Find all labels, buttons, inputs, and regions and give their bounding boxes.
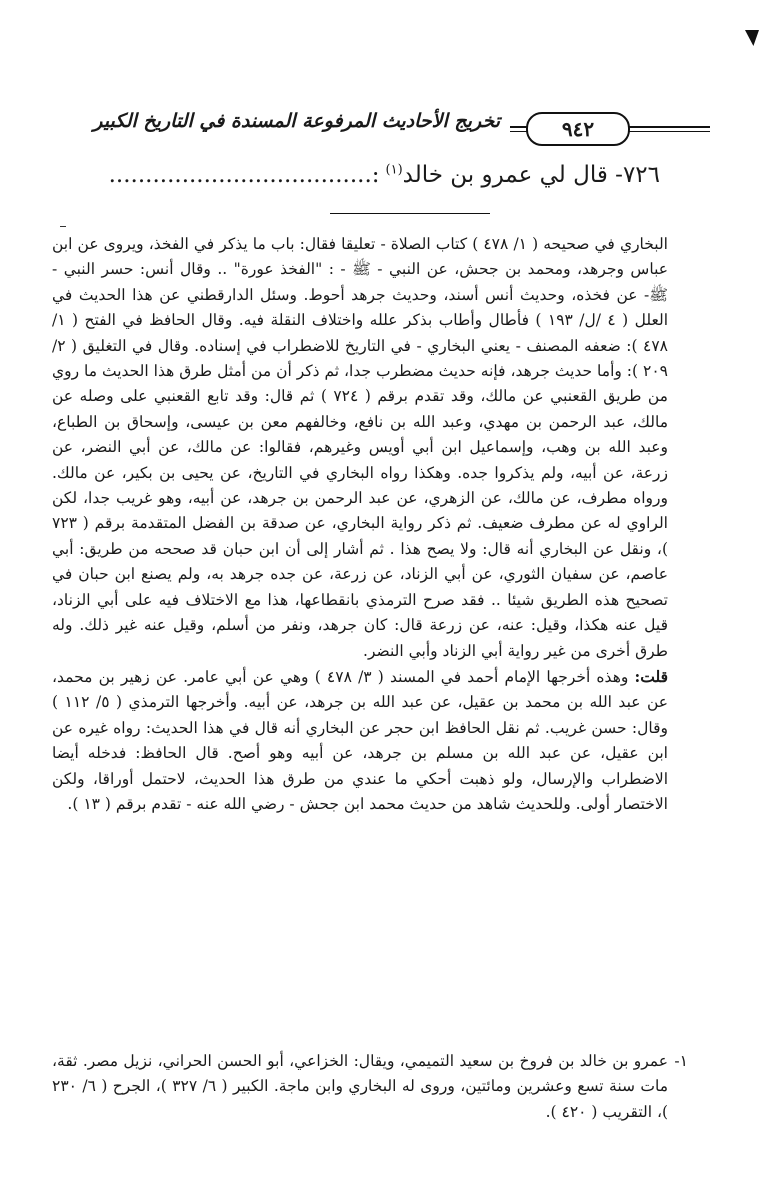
page-number-badge: ٩٤٢: [526, 112, 630, 146]
hadith-heading-text: ٧٢٦- قال لي عمرو بن خالد: [402, 162, 660, 188]
corner-triangle-mark: [745, 30, 759, 46]
margin-tick: [60, 226, 66, 227]
running-header: [90, 108, 710, 148]
commentary-paragraph-1: البخاري في صحيحه ( ١/ ٤٧٨ ) كتاب الصلاة - تعليقا فقال: باب ما يذكر في الفخذ، ويروى عن ابن عباس وجرهد، ومحمد بن جحش، عن النبي - ﷺ - : "الفخذ عورة" .. وقال أنس: حسر النبي - ﷺ- عن فخذه، وحديث أنس أسند، وحديث جرهد أحوط. وسئل الدارقطني عن هذا الحديث في العلل ( ٤ /ل/ ١٩٣ ) فأطال وأطاب بذكر علله واختلاف النقلة فيه. وقال الحافظ في الفتح ( ١/ ٤٧٨ ): ضعفه المصنف - يعني البخاري - في التاريخ للاضطراب في إسناده. وقال في التغليق ( ٢/ ٢٠٩ ): وأما حديث جرهد، فإنه حديث مضطرب جدا، ثم ذكر أن من أمثل طرق هذا الحديث ما روي من طريق القعنبي عن مالك، وقد تقدم برقم ( ٧٢٤ ) ثم قال: وقد تابع القعنبي على وصله عن مالك، عبد الرحمن بن مهدي، وعبد الله بن نافع، وخالفهم معن بن عيسى، وإسحاق بن الطباع، وعبد الله بن وهب، وإسماعيل ابن أبي أويس وغيرهم، فقالوا: عن مالك، عن أبي النضر، عن زرعة، عن أبيه، ولم يذكروا جده. وهكذا رواه البخاري في التاريخ، عن يحيى بن بكير، عن مالك. ورواه مطرف، عن مالك، عن الزهري، عن عبد الرحمن بن جرهد، عن أبيه، وهو غريب جدا، لكن الراوي له عن مطرف ضعيف. ثم ذكر رواية البخاري، عن صدقة بن الفضل المتقدمة برقم ( ٧٢٣ )، ونقل عن البخاري أنه قال: ولا يصح هذا . ثم أشار إلى أن ابن حبان قد صححه من طريق: أبي عاصم، عن سفيان الثوري، عن أبي الزناد، عن زرعة، عن جده جرهد به، ولم يصنع ابن حبان في تصحيح هذه الطريق شيئا .. فقد صرح الترمذي بانقطاعها، هذا مع الاختلاف فيه على أبي الزناد، قيل عنه هكذا، وقيل: عنه، عن زرعة قال: كان جرهد، ونفر من أسلم، وقيل عنه غير ذلك. وله طرق أخرى من غير رواية أبي الزناد وأبي النضر.: [52, 235, 669, 660]
commentary-paragraph-2-text: وهذه أخرجها الإمام أحمد في المسند ( ٣/ ٤٧٨ ) وهي عن أبي عامر. عن زهير بن محمد، عن عبد الله بن محمد بن عقيل، عن عبد الله بن جرهد، عن أبيه. وأخرجها الترمذي ( ٥/ ١١٢ ) وقال: حسن غريب. ثم نقل الحافظ ابن حجر عن البخاري أنه قال في هذا الحديث: رواه غيره عن ابن عقيل، عن عبد الله بن مسلم بن جرهد، عن أبيه وهو أصح. قال الحافظ: فدخله أيضا الاضطراب والإرسال، ولو ذهبت أحكي ما عندي من طرق هذا الحديث، لاحتمل أوراقا، ولكن الاختصار أولى. وللحديث شاهد من حديث محمد ابن جحش - رضي الله عنه - تقدم برقم ( ١٣ ).: [52, 667, 668, 813]
heading-dots: :....................................: [108, 162, 380, 188]
footnote-ref: (١): [385, 162, 403, 178]
qult-label: قلت:: [634, 666, 668, 686]
footnote-text: عمرو بن خالد بن فروخ بن سعيد التميمي، ويقال: الخزاعي، أبو الحسن الحراني، نزيل مصر. ثقة، مات سنة تسع وعشرين ومائتين، وروى له البخاري وابن ماجة. الكبير ( ٦/ ٣٢٧ )، الجرح ( ٦/ ٢٣٠ )، التقريب ( ٤٢٠ ).: [52, 1052, 668, 1121]
footnote-number: ١-: [674, 1052, 688, 1070]
running-title: تخريج الأحاديث المرفوعة المسندة في التاريخ الكبير: [83, 110, 510, 132]
footnote: [52, 1049, 688, 1125]
hadith-heading: [108, 162, 660, 188]
commentary-paragraph-2: [52, 664, 668, 817]
commentary-body: [52, 232, 668, 817]
separator-line: [330, 213, 490, 214]
